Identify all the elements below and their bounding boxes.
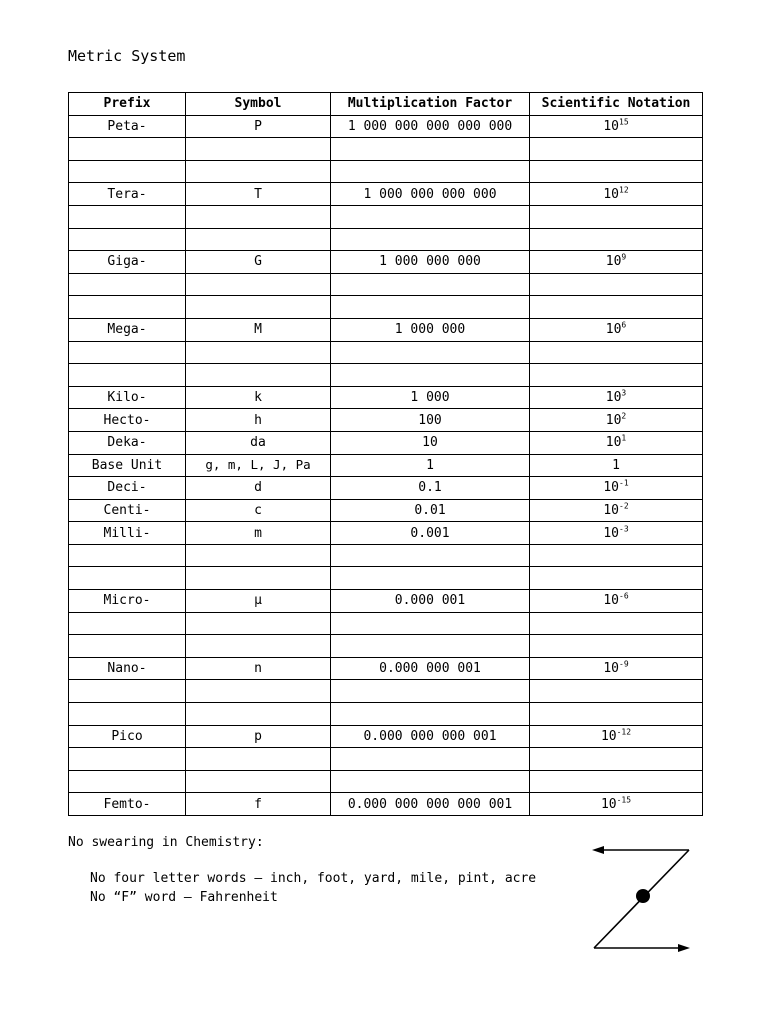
cell-multiplication-factor: 0.000 001 [331,590,530,613]
cell-multiplication-factor: 1 000 000 000 000 [331,183,530,206]
cell-multiplication-factor: 1 000 000 000 [331,251,530,274]
notes-line-four-letter-words: No four letter words – inch, foot, yard, mile, pint, acre [90,871,537,886]
table-row [69,635,703,658]
cell-scientific-notation [530,748,703,771]
cell-symbol [186,770,331,793]
table-row [69,680,703,703]
notation-exponent: 15 [619,117,629,127]
notation-base: 10 [600,796,617,812]
cell-multiplication-factor: 0.01 [331,499,530,522]
cell-symbol [186,567,331,590]
cell-scientific-notation [530,635,703,658]
cell-prefix [69,341,186,364]
table-row [69,657,703,680]
cell-prefix: Tera- [69,183,186,206]
cell-scientific-notation [530,544,703,567]
cell-prefix: Giga- [69,251,186,274]
notation-base: 10 [603,525,619,541]
table-row [69,273,703,296]
cell-multiplication-factor [331,341,530,364]
header-prefix: Prefix [69,93,186,116]
cell-scientific-notation [530,273,703,296]
cell-scientific-notation [530,318,703,341]
cell-scientific-notation [530,567,703,590]
cell-scientific-notation [530,522,703,545]
notation-exponent: -6 [619,592,629,602]
cell-scientific-notation [530,477,703,500]
notation-base: 10 [605,412,622,428]
cell-symbol: c [186,499,331,522]
cell-prefix [69,296,186,319]
notation-exponent: -1 [619,479,629,489]
table-row [69,567,703,590]
cell-scientific-notation [530,431,703,454]
table-row [69,115,703,138]
cell-symbol: m [186,522,331,545]
table-row [69,454,703,477]
notes-spacer [68,852,536,869]
cell-multiplication-factor [331,364,530,387]
notes-line-f-word: No “F” word – Fahrenheit [90,890,278,905]
cell-symbol: k [186,386,331,409]
cell-symbol [186,228,331,251]
notation-base: 10 [603,186,619,202]
cell-multiplication-factor: 0.1 [331,477,530,500]
cell-prefix [69,680,186,703]
cell-multiplication-factor [331,296,530,319]
cell-prefix: Deci- [69,477,186,500]
cell-symbol [186,364,331,387]
cell-prefix [69,567,186,590]
notation-exponent: 12 [619,185,629,195]
cell-prefix: Centi- [69,499,186,522]
cell-prefix [69,770,186,793]
notation-exponent: 2 [621,411,627,421]
cell-multiplication-factor [331,160,530,183]
cell-scientific-notation [530,115,703,138]
notation-base: 10 [605,254,622,270]
cell-prefix: Hecto- [69,409,186,432]
cell-prefix [69,273,186,296]
cell-prefix [69,544,186,567]
cell-scientific-notation [530,590,703,613]
cell-prefix: Peta- [69,115,186,138]
cell-multiplication-factor: 0.000 000 000 000 001 [331,793,530,816]
cell-symbol [186,680,331,703]
cell-scientific-notation [530,680,703,703]
notation-base: 10 [603,502,619,518]
cell-symbol [186,160,331,183]
notation-base: 1 [612,457,620,473]
cell-symbol: h [186,409,331,432]
cell-symbol: d [186,477,331,500]
cell-symbol [186,296,331,319]
cell-scientific-notation [530,341,703,364]
cell-symbol [186,544,331,567]
cell-multiplication-factor [331,635,530,658]
cell-multiplication-factor [331,544,530,567]
notation-exponent: -3 [619,524,629,534]
metric-prefix-table [68,92,703,816]
notation-exponent: -12 [616,727,632,737]
table-row [69,205,703,228]
table-row [69,341,703,364]
cell-symbol [186,612,331,635]
cell-symbol [186,205,331,228]
cell-multiplication-factor: 100 [331,409,530,432]
cell-scientific-notation [530,138,703,161]
cell-prefix: Kilo- [69,386,186,409]
cell-symbol: P [186,115,331,138]
notation-base: 10 [605,390,622,406]
cell-scientific-notation [530,454,703,477]
cell-symbol: p [186,725,331,748]
cell-multiplication-factor [331,567,530,590]
cell-symbol [186,748,331,771]
cell-symbol: g, m, L, J, Pa [186,454,331,477]
notation-exponent: -9 [619,659,629,669]
cell-prefix: Femto- [69,793,186,816]
cell-multiplication-factor [331,138,530,161]
cell-symbol: f [186,793,331,816]
header-scientific-notation: Scientific Notation [530,93,703,116]
cell-prefix: Deka- [69,431,186,454]
cell-prefix [69,160,186,183]
cell-scientific-notation [530,296,703,319]
table-row [69,748,703,771]
cell-prefix: Base Unit [69,454,186,477]
cell-scientific-notation [530,793,703,816]
cell-scientific-notation [530,228,703,251]
notation-exponent: 9 [621,253,627,263]
cell-scientific-notation [530,612,703,635]
cell-prefix: Nano- [69,657,186,680]
cell-scientific-notation [530,205,703,228]
cell-scientific-notation [530,657,703,680]
cell-scientific-notation [530,160,703,183]
table-row [69,160,703,183]
table-row [69,544,703,567]
cell-prefix [69,748,186,771]
cell-prefix: Mega- [69,318,186,341]
cell-prefix: Micro- [69,590,186,613]
cell-prefix [69,612,186,635]
cell-multiplication-factor: 1 000 [331,386,530,409]
table-row [69,522,703,545]
cell-scientific-notation [530,725,703,748]
cell-multiplication-factor [331,680,530,703]
notation-base: 10 [605,322,622,338]
cell-scientific-notation [530,364,703,387]
cell-multiplication-factor [331,273,530,296]
cell-scientific-notation [530,409,703,432]
table-body [69,115,703,815]
notation-exponent: 3 [621,388,627,398]
cell-multiplication-factor: 0.000 000 000 001 [331,725,530,748]
table-row [69,228,703,251]
center-dot [636,889,650,903]
cell-prefix [69,703,186,726]
notation-base: 10 [600,728,617,744]
table-row [69,725,703,748]
table-header-row [69,93,703,116]
cell-multiplication-factor [331,228,530,251]
cell-symbol [186,341,331,364]
cell-multiplication-factor: 1 000 000 000 000 000 [331,115,530,138]
cell-multiplication-factor [331,770,530,793]
cell-multiplication-factor [331,612,530,635]
notation-base: 10 [603,480,619,496]
cell-multiplication-factor: 10 [331,431,530,454]
cell-scientific-notation [530,251,703,274]
cell-scientific-notation [530,703,703,726]
page-title: Metric System [68,47,186,65]
table-row [69,703,703,726]
notation-exponent: -2 [619,501,629,511]
arrow-head-right [678,944,690,952]
cell-prefix [69,138,186,161]
header-symbol: Symbol [186,93,331,116]
cell-prefix: Milli- [69,522,186,545]
notation-base: 10 [603,661,619,677]
table-row [69,183,703,206]
cell-scientific-notation [530,183,703,206]
cell-symbol [186,138,331,161]
table-row [69,296,703,319]
cell-symbol [186,273,331,296]
cell-multiplication-factor [331,205,530,228]
cell-prefix [69,205,186,228]
cell-scientific-notation [530,386,703,409]
table-row [69,770,703,793]
cell-symbol: G [186,251,331,274]
table-row [69,386,703,409]
cell-multiplication-factor: 1 000 000 [331,318,530,341]
cell-symbol [186,703,331,726]
cell-scientific-notation [530,770,703,793]
cell-prefix: Pico [69,725,186,748]
cell-scientific-notation [530,499,703,522]
notes-heading: No swearing in Chemistry: [68,835,264,850]
cell-symbol: T [186,183,331,206]
table-row [69,477,703,500]
notation-base: 10 [603,118,619,134]
notes-section [68,833,536,907]
cell-prefix [69,228,186,251]
table-row [69,251,703,274]
cell-multiplication-factor: 0.000 000 001 [331,657,530,680]
table-row [69,318,703,341]
table-row [69,431,703,454]
table-row [69,612,703,635]
table-row [69,364,703,387]
cell-prefix [69,364,186,387]
table-row [69,409,703,432]
table-row [69,590,703,613]
cell-symbol [186,635,331,658]
cell-multiplication-factor [331,748,530,771]
notation-exponent: -15 [616,795,632,805]
notation-base: 10 [605,435,622,451]
arrow-head-left [592,846,604,854]
cell-symbol: n [186,657,331,680]
cell-multiplication-factor: 1 [331,454,530,477]
table-row [69,499,703,522]
notation-exponent: 1 [621,433,627,443]
z-arrow-diagram-icon [590,838,694,956]
notation-exponent: 6 [621,320,627,330]
cell-symbol: M [186,318,331,341]
cell-multiplication-factor [331,703,530,726]
cell-multiplication-factor: 0.001 [331,522,530,545]
cell-symbol: μ [186,590,331,613]
table-row [69,793,703,816]
cell-symbol: da [186,431,331,454]
table-row [69,138,703,161]
notation-base: 10 [603,593,619,609]
cell-prefix [69,635,186,658]
header-multiplication-factor: Multiplication Factor [331,93,530,116]
